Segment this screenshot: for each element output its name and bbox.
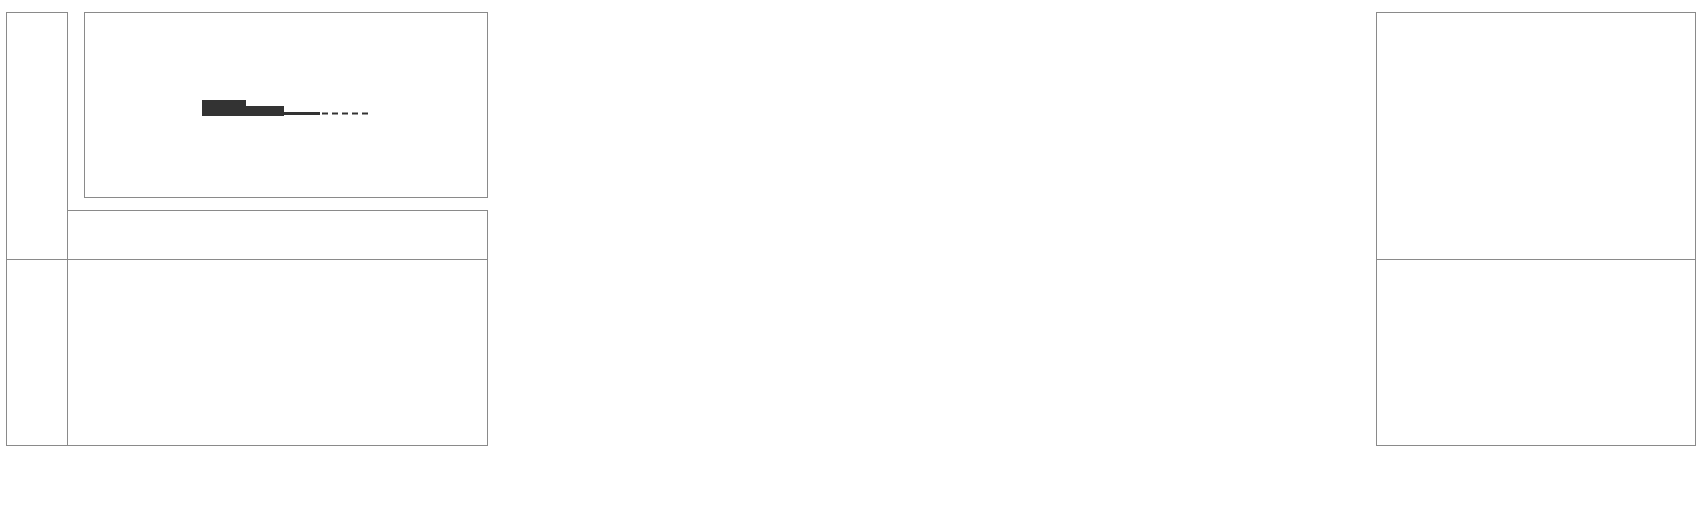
provenance-header-cell [1376,12,1696,260]
provenance-cell [1376,260,1696,446]
